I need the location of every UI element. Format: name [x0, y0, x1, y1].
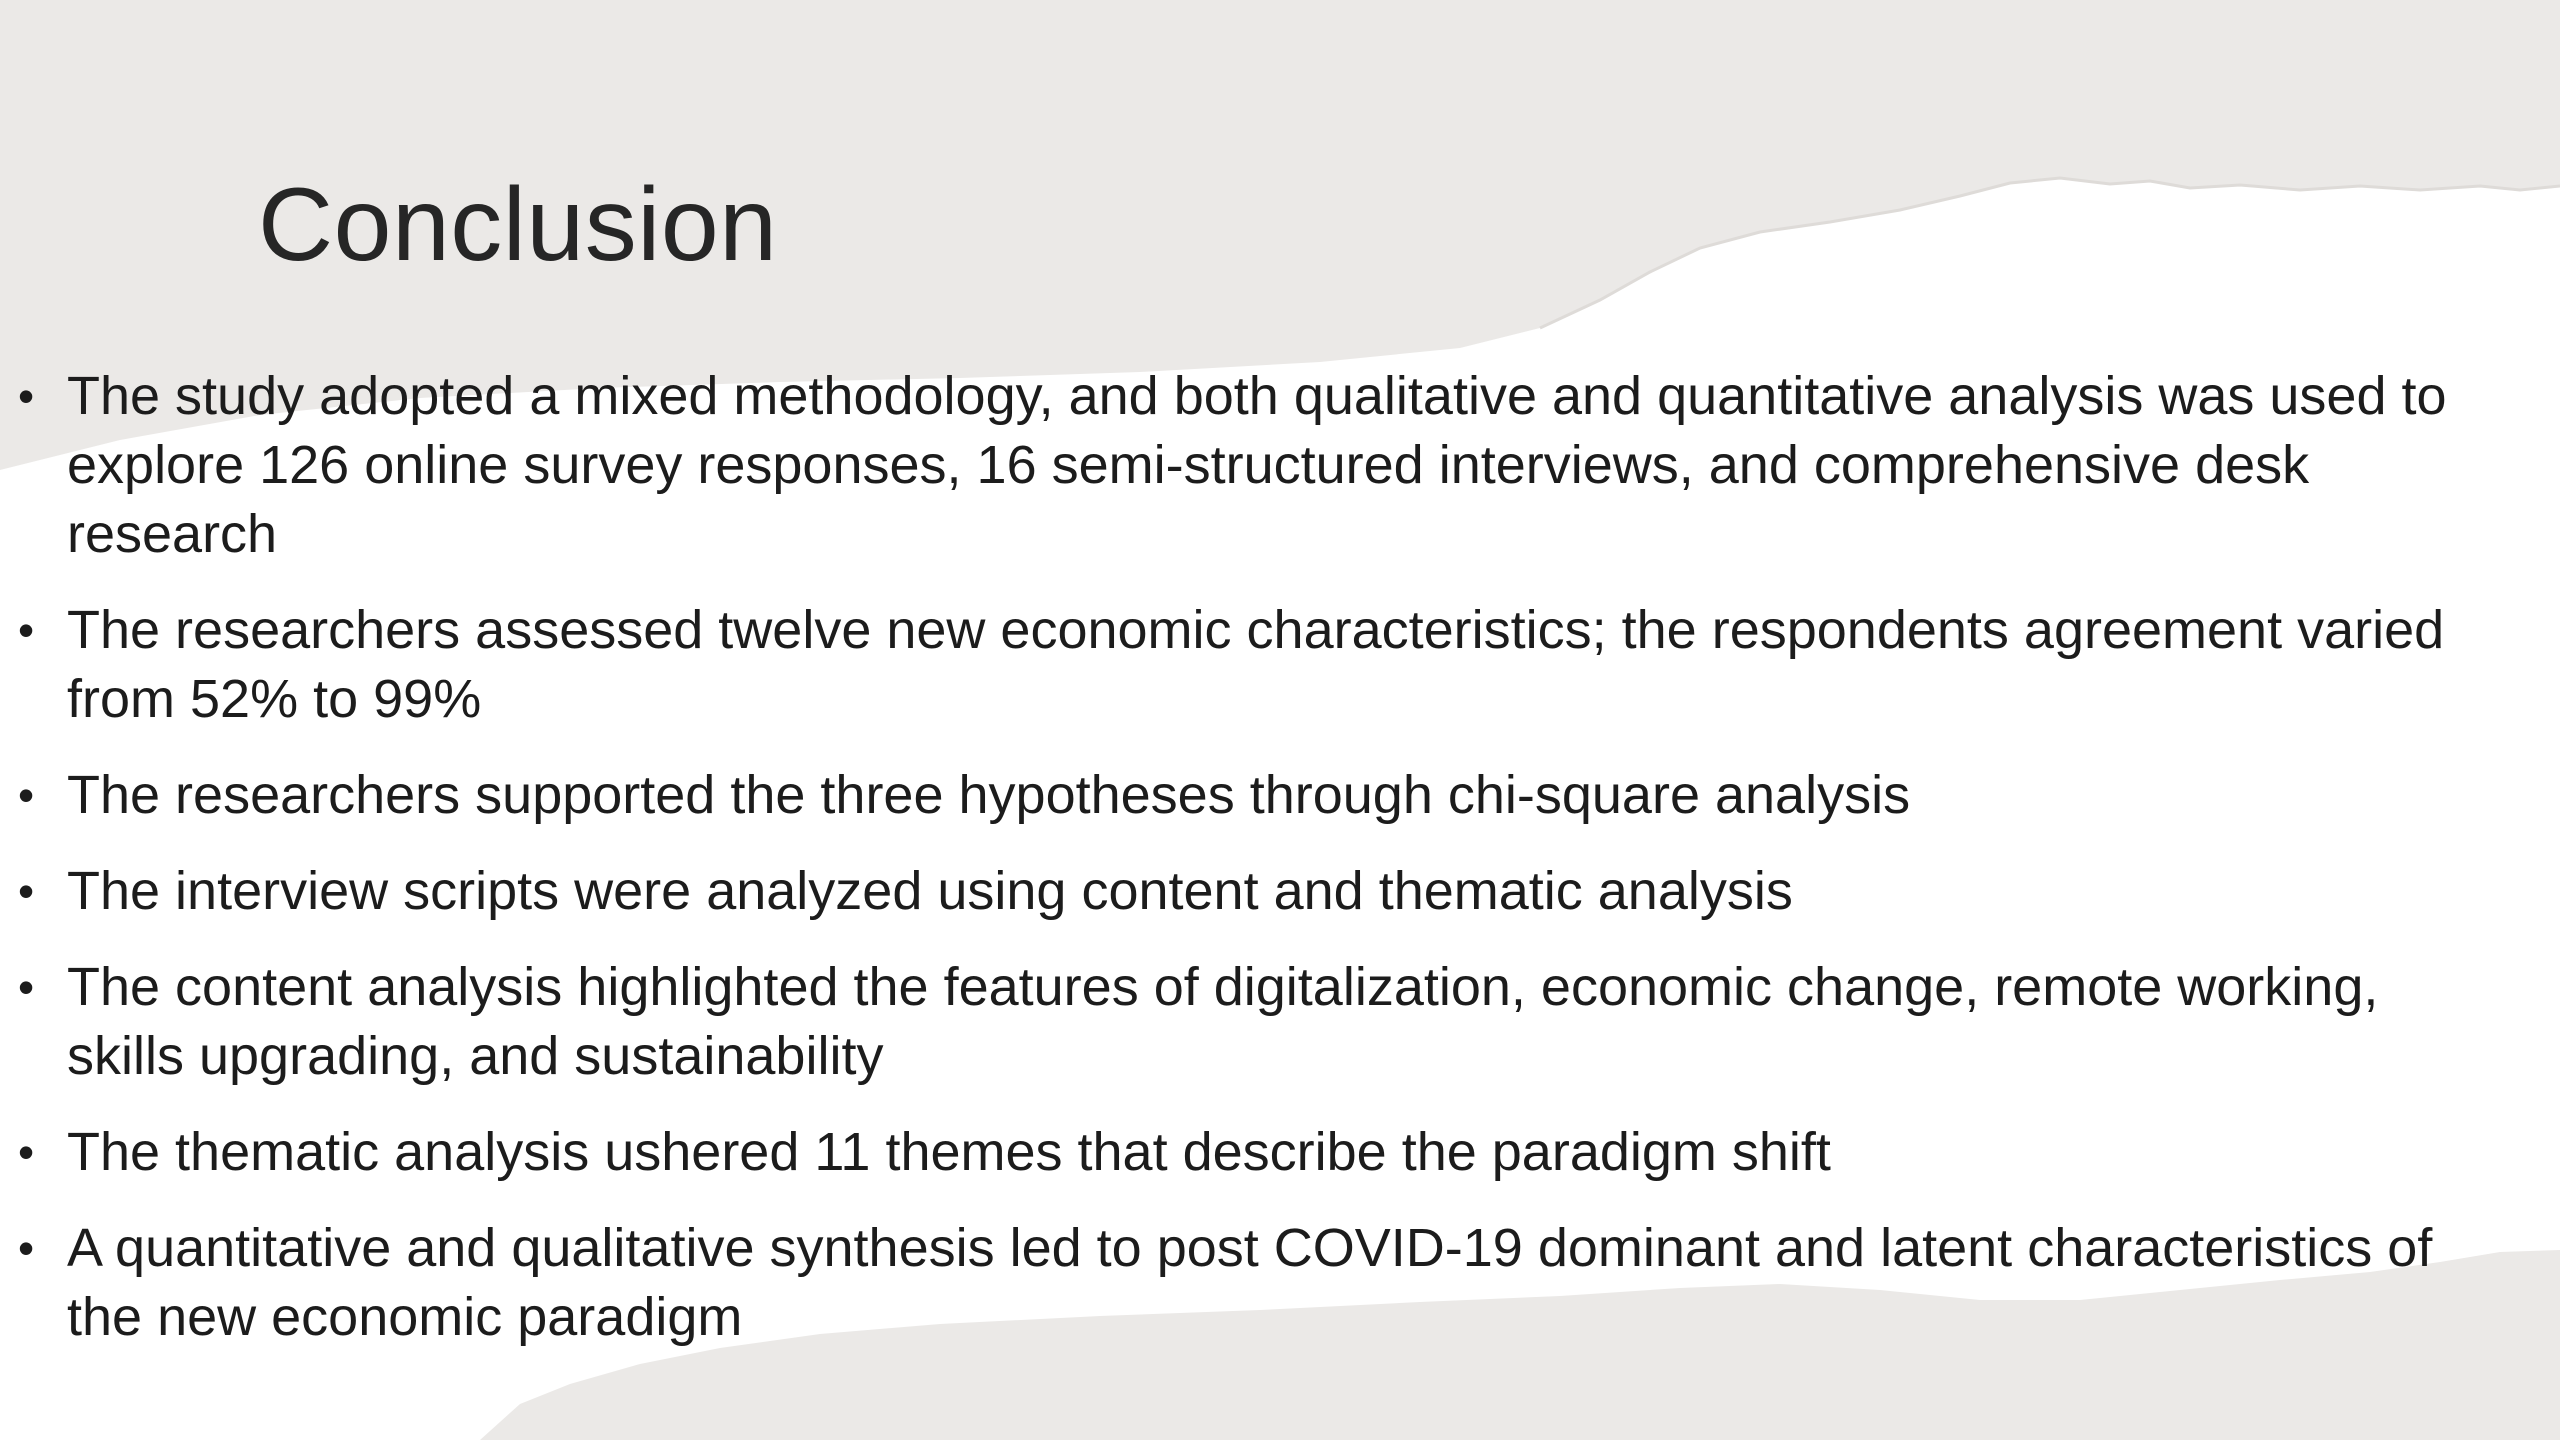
bullet-text: The thematic analysis ushered 11 themes that describe the paradigm shift [67, 1122, 1831, 1182]
bullet-text: The content analysis highlighted the features of digitalization, economic change, remote working, skills upgrading, and sustainability [67, 957, 2379, 1086]
bullet-dot: • [18, 370, 35, 422]
slide-title: Conclusion [258, 167, 778, 283]
bullet-text: The study adopted a mixed methodology, and both qualitative and quantitative analysis was used to explore 126 online survey responses, 16 semi-structured interviews, and comprehensive desk research [67, 366, 2447, 564]
bullet-item [0, 1214, 2480, 1352]
bullet-text: A quantitative and qualitative synthesis led to post COVID-19 dominant and latent characteristics of the new economic paradigm [67, 1218, 2433, 1347]
bullet-item [0, 362, 2480, 569]
bullet-dot: • [18, 1222, 35, 1274]
bullet-item [0, 857, 2480, 926]
bullet-item [0, 953, 2480, 1091]
bullet-item [0, 1118, 2480, 1187]
bullet-item [0, 761, 2480, 830]
bullet-dot: • [18, 865, 35, 917]
bullet-text: The researchers assessed twelve new economic characteristics; the respondents agreement varied from 52% to 99% [67, 600, 2445, 729]
bullet-text: The interview scripts were analyzed using content and thematic analysis [67, 861, 1793, 921]
bullet-item [0, 596, 2480, 734]
bullet-dot: • [18, 961, 35, 1013]
bullet-dot: • [18, 1126, 35, 1178]
bullet-list [0, 362, 2480, 1379]
bullet-dot: • [18, 604, 35, 656]
bullet-dot: • [18, 769, 35, 821]
bullet-text: The researchers supported the three hypotheses through chi-square analysis [67, 765, 1911, 825]
